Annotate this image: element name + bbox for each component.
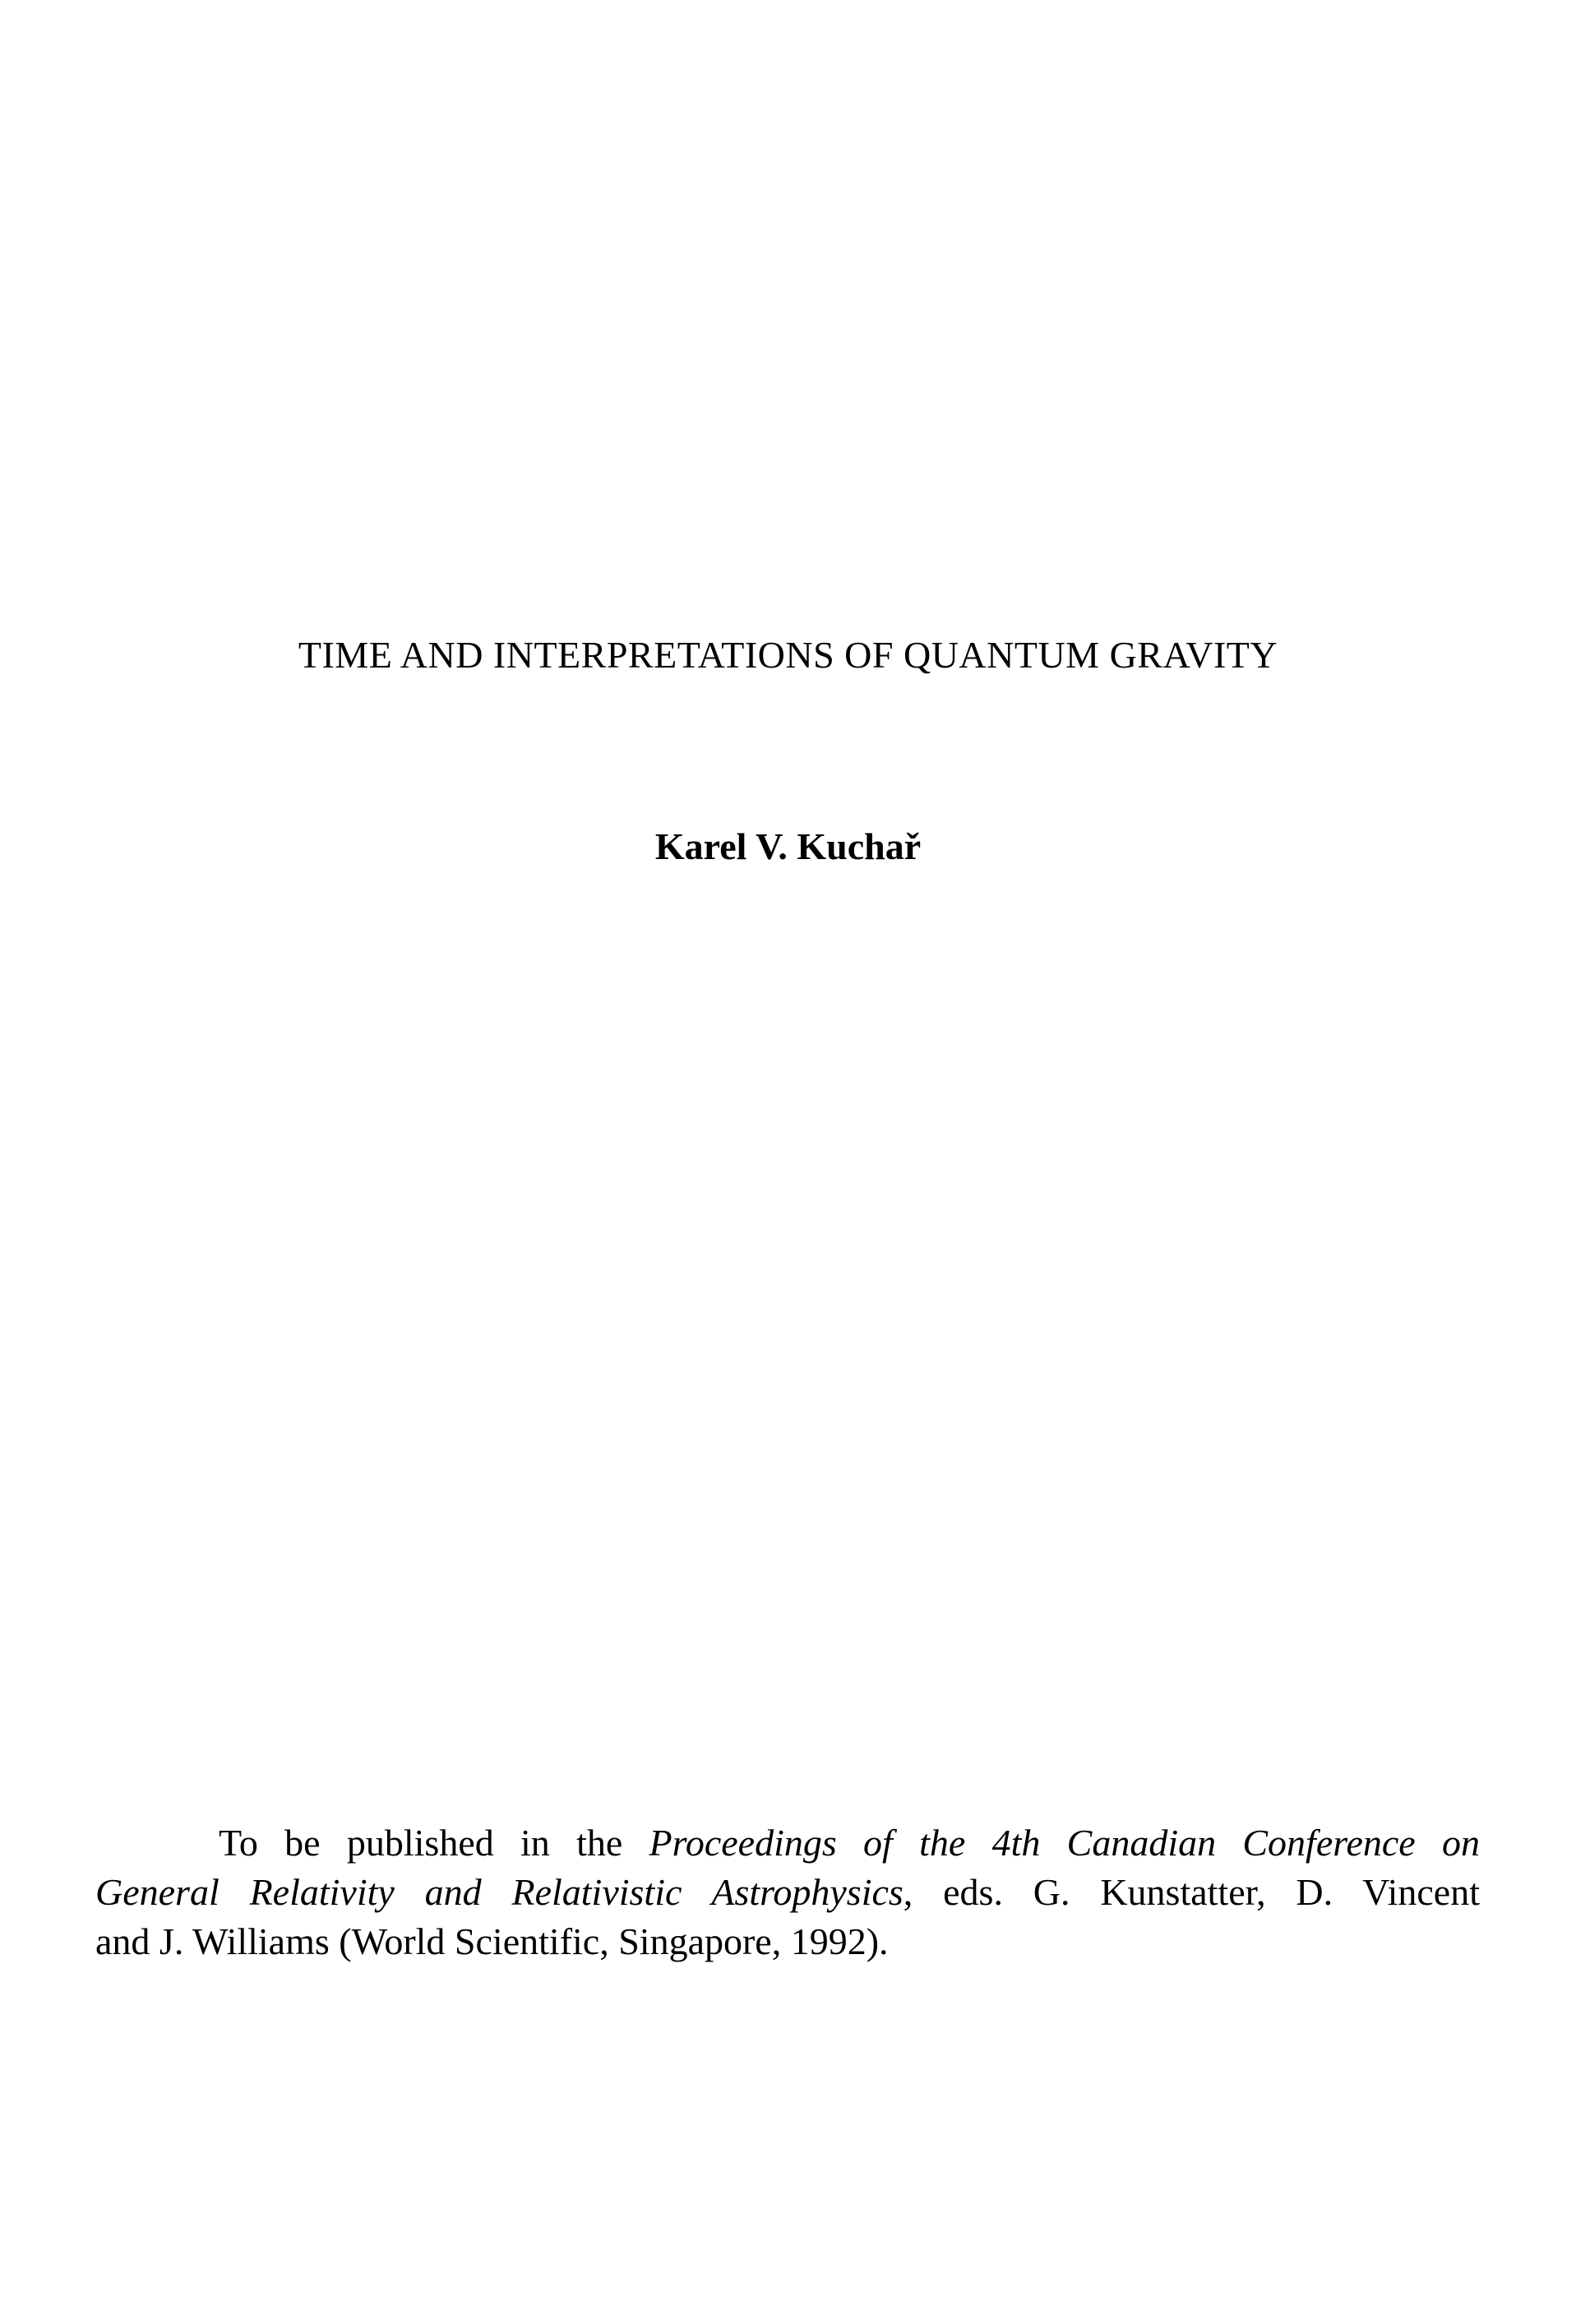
paper-author: Karel V. Kuchař bbox=[654, 825, 922, 867]
proceedings-title-part-2: General Relativity and Relativistic Astrophysics bbox=[95, 1871, 904, 1913]
proceedings-title-part-1: Proceedings of the 4th Canadian Conference on bbox=[649, 1822, 1480, 1864]
publication-editors: , eds. G. Kunstatter, D. Vincent bbox=[903, 1871, 1480, 1913]
publication-note-line-3: and J. Williams (World Scientific, Singapore, 1992). bbox=[95, 1920, 889, 1962]
publication-note-line-2 bbox=[95, 1868, 1480, 1917]
paper-title: TIME AND INTERPRETATIONS OF QUANTUM GRAVITY bbox=[298, 634, 1278, 676]
publication-note-prefix: To be published in the bbox=[219, 1822, 649, 1864]
publication-note bbox=[95, 1818, 1480, 1966]
publication-note-line-1 bbox=[95, 1818, 1480, 1868]
